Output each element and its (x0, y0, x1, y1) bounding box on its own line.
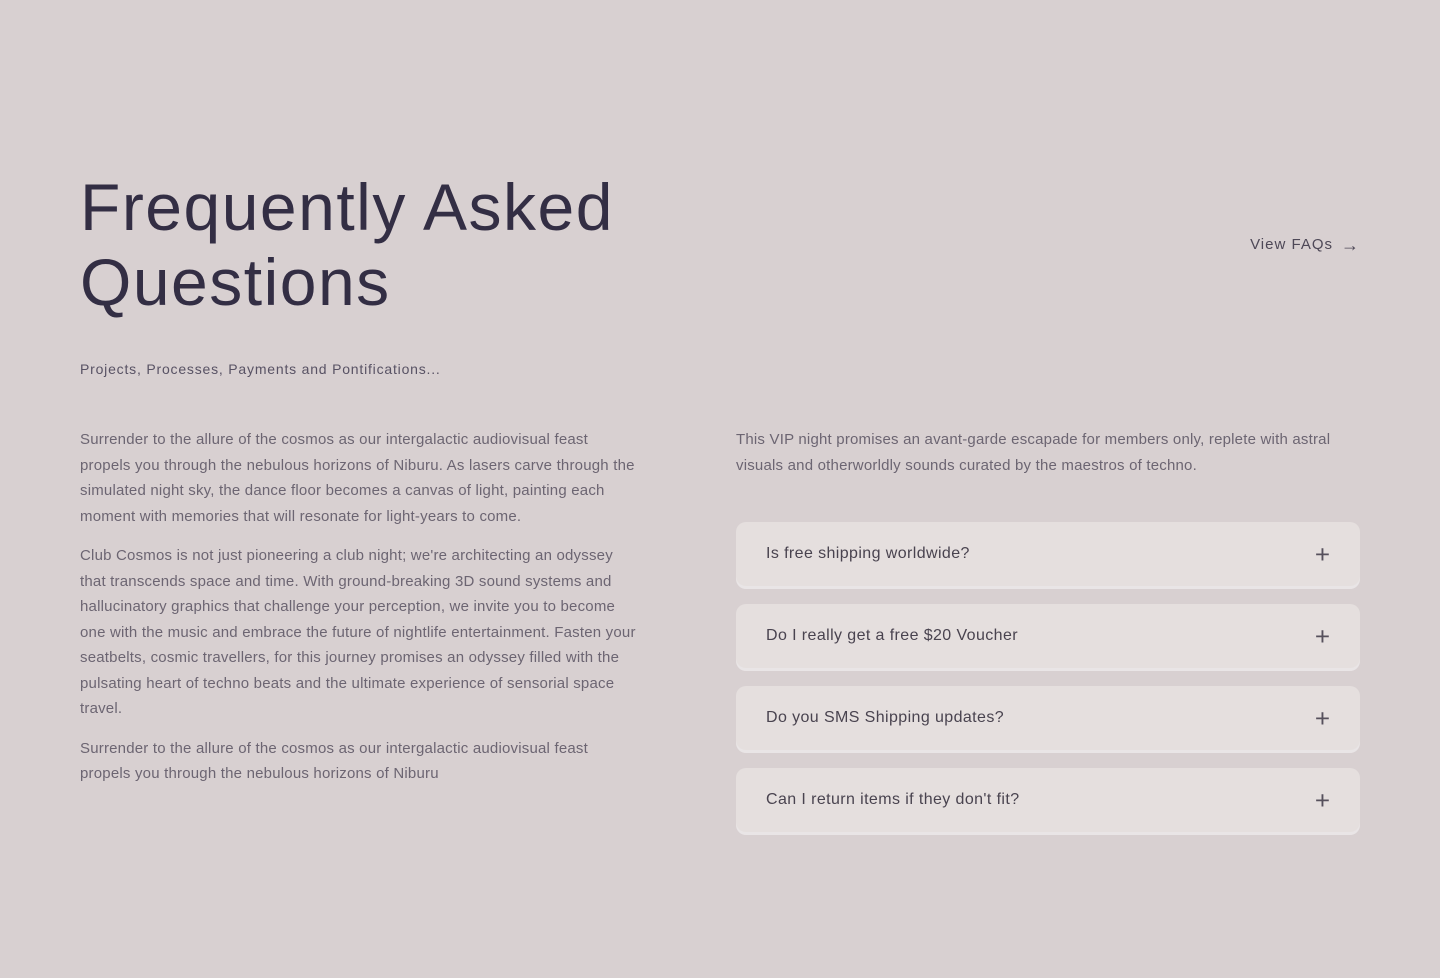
faq-column (736, 427, 1360, 850)
view-faqs-link[interactable] (1250, 236, 1360, 254)
faq-question-label: Do I really get a free $20 Voucher (766, 627, 1018, 645)
faq-accordion-item[interactable] (736, 522, 1360, 586)
plus-icon[interactable]: + (1314, 539, 1330, 569)
description-paragraph: Club Cosmos is not just pioneering a club night; we're architecting an odyssey that transcends space and time. With ground-breaking 3D sound systems and hallucinatory graphics that challenge your perception, we invite you to become one with the music and embrace the future of nightlife entertainment. Fasten your seatbelts, cosmic travellers, for this journey promises an odyssey filled with the pulsating heart of techno beats and the ultimate experience of sensorial space travel. (80, 547, 636, 718)
section-subtitle: Projects, Processes, Payments and Pontifications... (80, 361, 441, 378)
faq-intro-text: This VIP night promises an avant-garde escapade for members only, replete with astral visuals and otherworldly sounds curated by the maestros of techno. (736, 431, 1331, 474)
faq-question-label: Is free shipping worldwide? (766, 545, 970, 563)
faq-question-label: Do you SMS Shipping updates? (766, 709, 1005, 727)
faq-accordion (736, 522, 1360, 832)
description-column (80, 427, 640, 801)
description-paragraph: Surrender to the allure of the cosmos as our intergalactic audiovisual feast propels you through the nebulous horizons of Niburu (80, 739, 588, 783)
faq-accordion-item[interactable] (736, 604, 1360, 668)
view-faqs-link-label: View FAQs (1250, 236, 1333, 254)
page-title: Frequently Asked Questions (80, 170, 614, 319)
description-paragraph: Surrender to the allure of the cosmos as our intergalactic audiovisual feast propels you through the nebulous horizons of Niburu. As lasers carve through the simulated night sky, the dance floor becomes a canvas of light, painting each moment with memories that will resonate for light-years to come. (80, 431, 635, 525)
faq-accordion-item[interactable] (736, 768, 1360, 832)
plus-icon[interactable]: + (1314, 621, 1330, 651)
faq-question-label: Can I return items if they don't fit? (766, 791, 1020, 809)
plus-icon[interactable]: + (1314, 785, 1330, 815)
faq-accordion-item[interactable] (736, 686, 1360, 750)
plus-icon[interactable]: + (1314, 703, 1330, 733)
section-header (80, 170, 1360, 319)
arrow-right-icon: → (1341, 234, 1360, 255)
content-columns (80, 427, 1360, 850)
